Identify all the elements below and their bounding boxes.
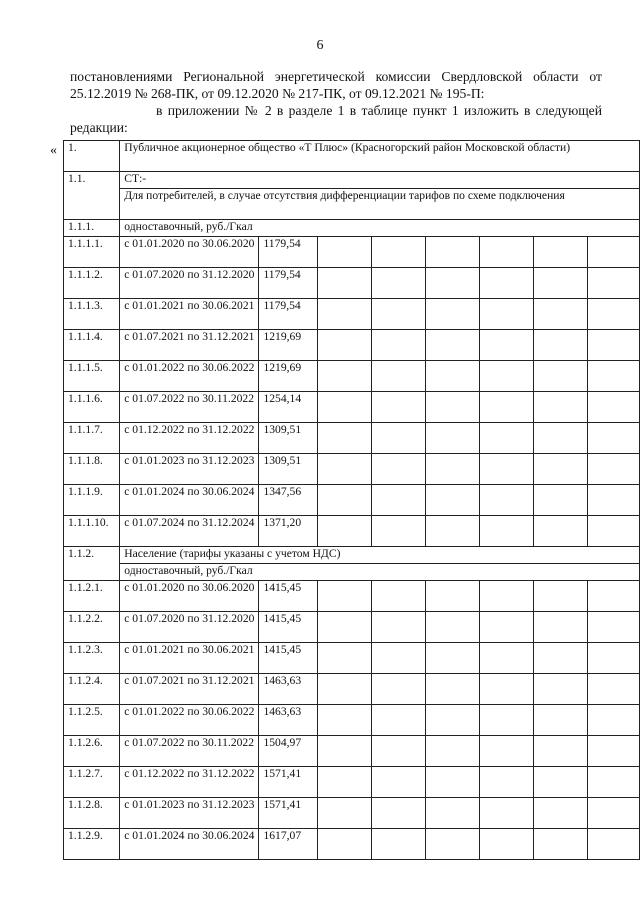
row-number: 1.1.1.7. — [64, 423, 120, 454]
empty-cell — [372, 829, 426, 860]
empty-cell — [480, 643, 534, 674]
table-row-org — [64, 141, 640, 172]
empty-cell — [426, 516, 480, 547]
empty-cell — [317, 268, 371, 299]
tariff-value: 1463,63 — [259, 674, 317, 705]
row-number: 1.1.1. — [64, 220, 120, 237]
empty-cell — [372, 705, 426, 736]
table-row-subsection — [64, 564, 640, 581]
tariff-value: 1219,69 — [259, 330, 317, 361]
empty-cell — [426, 392, 480, 423]
empty-cell — [372, 237, 426, 268]
empty-cell — [317, 330, 371, 361]
empty-cell — [372, 454, 426, 485]
table-row — [64, 705, 640, 736]
row-number: 1.1.1.3. — [64, 299, 120, 330]
empty-cell — [480, 612, 534, 643]
intro-line-2: в приложении № 2 в разделе 1 в таблице пункт 1 изложить в следующей редакции: — [70, 103, 602, 135]
tariff-value: 1617,07 — [259, 829, 317, 860]
section-label: СТ:- — [120, 172, 640, 189]
tariff-period: с 01.07.2021 по 31.12.2021 — [120, 330, 259, 361]
empty-cell — [534, 423, 588, 454]
empty-cell — [588, 392, 640, 423]
row-number: 1.1.1.10. — [64, 516, 120, 547]
tariff-table — [63, 140, 640, 860]
row-number: 1.1.2.9. — [64, 829, 120, 860]
table-row — [64, 454, 640, 485]
empty-cell — [480, 237, 534, 268]
empty-cell — [426, 767, 480, 798]
empty-cell — [534, 705, 588, 736]
row-number: 1.1.1.4. — [64, 330, 120, 361]
row-number: 1.1.1.8. — [64, 454, 120, 485]
tariff-period: с 01.07.2020 по 31.12.2020 — [120, 612, 259, 643]
empty-cell — [534, 330, 588, 361]
empty-cell — [426, 361, 480, 392]
tariff-value: 1309,51 — [259, 454, 317, 485]
empty-cell — [588, 674, 640, 705]
row-number: 1.1. — [64, 172, 120, 220]
empty-cell — [317, 643, 371, 674]
empty-cell — [588, 705, 640, 736]
empty-cell — [317, 237, 371, 268]
empty-cell — [372, 423, 426, 454]
row-number: 1.1.1.9. — [64, 485, 120, 516]
tariff-value: 1571,41 — [259, 798, 317, 829]
empty-cell — [372, 643, 426, 674]
empty-cell — [534, 798, 588, 829]
empty-cell — [372, 392, 426, 423]
subsection-label: одноставочный, руб./Гкал — [120, 220, 640, 237]
table-row — [64, 485, 640, 516]
table-row — [64, 674, 640, 705]
table-row — [64, 516, 640, 547]
subsection-label: одноставочный, руб./Гкал — [120, 564, 640, 581]
section-description: Для потребителей, в случае отсутствия дифференциации тарифов по схеме подключения — [120, 189, 640, 220]
row-number: 1.1.1.6. — [64, 392, 120, 423]
row-number: 1.1.1.1. — [64, 237, 120, 268]
row-number: 1.1.2.6. — [64, 736, 120, 767]
empty-cell — [588, 485, 640, 516]
tariff-value: 1347,56 — [259, 485, 317, 516]
table-row-section — [64, 172, 640, 189]
intro-line-1: постановлениями Региональной энергетической комиссии Свердловской области от 25.12.2019 № 268-ПК, от 09.12.2020 № 217-ПК, от 09.12.2021 № 195-П: — [70, 69, 602, 101]
empty-cell — [372, 612, 426, 643]
empty-cell — [317, 423, 371, 454]
empty-cell — [534, 361, 588, 392]
empty-cell — [426, 612, 480, 643]
table-row — [64, 643, 640, 674]
empty-cell — [426, 581, 480, 612]
empty-cell — [317, 829, 371, 860]
table-row — [64, 237, 640, 268]
empty-cell — [317, 767, 371, 798]
empty-cell — [588, 454, 640, 485]
table-row-subsection — [64, 220, 640, 237]
opening-quote-mark: « — [50, 143, 57, 158]
tariff-period: с 01.12.2022 по 31.12.2022 — [120, 767, 259, 798]
empty-cell — [480, 299, 534, 330]
empty-cell — [426, 643, 480, 674]
table-row — [64, 330, 640, 361]
empty-cell — [372, 767, 426, 798]
tariff-value: 1463,63 — [259, 705, 317, 736]
empty-cell — [426, 798, 480, 829]
empty-cell — [480, 674, 534, 705]
empty-cell — [480, 767, 534, 798]
empty-cell — [534, 516, 588, 547]
table-row — [64, 829, 640, 860]
empty-cell — [534, 736, 588, 767]
tariff-period: с 01.07.2024 по 31.12.2024 — [120, 516, 259, 547]
tariff-value: 1219,69 — [259, 361, 317, 392]
empty-cell — [480, 736, 534, 767]
empty-cell — [317, 392, 371, 423]
tariff-period: с 01.01.2020 по 30.06.2020 — [120, 237, 259, 268]
row-number: 1.1.2.1. — [64, 581, 120, 612]
empty-cell — [534, 767, 588, 798]
empty-cell — [317, 798, 371, 829]
empty-cell — [588, 643, 640, 674]
empty-cell — [534, 643, 588, 674]
tariff-period: с 01.07.2022 по 30.11.2022 — [120, 736, 259, 767]
empty-cell — [317, 361, 371, 392]
empty-cell — [588, 268, 640, 299]
empty-cell — [372, 299, 426, 330]
table-row-section-desc — [64, 189, 640, 220]
empty-cell — [534, 237, 588, 268]
tariff-period: с 01.01.2022 по 30.06.2022 — [120, 361, 259, 392]
empty-cell — [426, 674, 480, 705]
empty-cell — [480, 454, 534, 485]
empty-cell — [588, 829, 640, 860]
empty-cell — [588, 423, 640, 454]
empty-cell — [480, 798, 534, 829]
row-number: 1.1.2.3. — [64, 643, 120, 674]
empty-cell — [534, 268, 588, 299]
empty-cell — [480, 423, 534, 454]
empty-cell — [372, 798, 426, 829]
row-number: 1.1.2.8. — [64, 798, 120, 829]
tariff-value: 1254,14 — [259, 392, 317, 423]
tariff-value: 1504,97 — [259, 736, 317, 767]
empty-cell — [534, 454, 588, 485]
empty-cell — [426, 705, 480, 736]
empty-cell — [317, 454, 371, 485]
empty-cell — [480, 581, 534, 612]
row-number: 1.1.2.2. — [64, 612, 120, 643]
empty-cell — [317, 485, 371, 516]
empty-cell — [426, 299, 480, 330]
empty-cell — [588, 516, 640, 547]
tariff-period: с 01.01.2023 по 31.12.2023 — [120, 454, 259, 485]
tariff-value: 1571,41 — [259, 767, 317, 798]
row-number: 1.1.2.7. — [64, 767, 120, 798]
tariff-period: с 01.01.2022 по 30.06.2022 — [120, 705, 259, 736]
table-row — [64, 767, 640, 798]
tariff-period: с 01.01.2021 по 30.06.2021 — [120, 643, 259, 674]
empty-cell — [426, 454, 480, 485]
empty-cell — [588, 237, 640, 268]
empty-cell — [534, 485, 588, 516]
tariff-period: с 01.01.2023 по 31.12.2023 — [120, 798, 259, 829]
tariff-value: 1179,54 — [259, 268, 317, 299]
tariff-period: с 01.12.2022 по 31.12.2022 — [120, 423, 259, 454]
empty-cell — [588, 581, 640, 612]
empty-cell — [372, 361, 426, 392]
row-number: 1.1.2. — [64, 547, 120, 581]
empty-cell — [317, 612, 371, 643]
empty-cell — [480, 330, 534, 361]
empty-cell — [426, 268, 480, 299]
empty-cell — [317, 299, 371, 330]
empty-cell — [317, 581, 371, 612]
empty-cell — [588, 736, 640, 767]
tariff-value: 1371,20 — [259, 516, 317, 547]
table-row — [64, 612, 640, 643]
empty-cell — [426, 330, 480, 361]
empty-cell — [372, 736, 426, 767]
intro-text — [70, 68, 602, 136]
tariff-value: 1415,45 — [259, 643, 317, 674]
empty-cell — [534, 581, 588, 612]
tariff-period: с 01.07.2021 по 31.12.2021 — [120, 674, 259, 705]
table-row — [64, 798, 640, 829]
empty-cell — [588, 767, 640, 798]
table-row — [64, 392, 640, 423]
empty-cell — [426, 829, 480, 860]
empty-cell — [372, 330, 426, 361]
row-number: 1.1.2.5. — [64, 705, 120, 736]
empty-cell — [426, 423, 480, 454]
table-row-section — [64, 547, 640, 564]
empty-cell — [588, 798, 640, 829]
empty-cell — [534, 612, 588, 643]
tariff-period: с 01.07.2020 по 31.12.2020 — [120, 268, 259, 299]
table-row — [64, 423, 640, 454]
empty-cell — [480, 361, 534, 392]
table-row — [64, 581, 640, 612]
empty-cell — [480, 485, 534, 516]
tariff-period: с 01.01.2020 по 30.06.2020 — [120, 581, 259, 612]
empty-cell — [588, 330, 640, 361]
empty-cell — [317, 705, 371, 736]
empty-cell — [372, 581, 426, 612]
empty-cell — [534, 299, 588, 330]
empty-cell — [317, 674, 371, 705]
tariff-value: 1179,54 — [259, 299, 317, 330]
tariff-value: 1309,51 — [259, 423, 317, 454]
empty-cell — [588, 612, 640, 643]
empty-cell — [588, 299, 640, 330]
table-row — [64, 736, 640, 767]
empty-cell — [588, 361, 640, 392]
tariff-period: с 01.01.2024 по 30.06.2024 — [120, 829, 259, 860]
row-number: 1.1.2.4. — [64, 674, 120, 705]
table-row — [64, 299, 640, 330]
page-number: 6 — [316, 38, 324, 53]
empty-cell — [372, 268, 426, 299]
empty-cell — [317, 516, 371, 547]
tariff-period: с 01.01.2021 по 30.06.2021 — [120, 299, 259, 330]
empty-cell — [426, 736, 480, 767]
tariff-value: 1415,45 — [259, 612, 317, 643]
row-number: 1.1.1.5. — [64, 361, 120, 392]
empty-cell — [480, 268, 534, 299]
row-number: 1. — [64, 141, 120, 172]
empty-cell — [534, 392, 588, 423]
empty-cell — [426, 485, 480, 516]
tariff-period: с 01.07.2022 по 30.11.2022 — [120, 392, 259, 423]
empty-cell — [317, 736, 371, 767]
empty-cell — [534, 829, 588, 860]
organization-name: Публичное акционерное общество «Т Плюс» (Красногорский район Московской области) — [120, 141, 640, 172]
row-number: 1.1.1.2. — [64, 268, 120, 299]
empty-cell — [480, 392, 534, 423]
empty-cell — [426, 237, 480, 268]
empty-cell — [480, 516, 534, 547]
tariff-value: 1179,54 — [259, 237, 317, 268]
section-label: Население (тарифы указаны с учетом НДС) — [120, 547, 640, 564]
empty-cell — [372, 485, 426, 516]
empty-cell — [534, 674, 588, 705]
empty-cell — [372, 516, 426, 547]
empty-cell — [480, 829, 534, 860]
table-row — [64, 268, 640, 299]
tariff-value: 1415,45 — [259, 581, 317, 612]
tariff-period: с 01.01.2024 по 30.06.2024 — [120, 485, 259, 516]
empty-cell — [480, 705, 534, 736]
table-row — [64, 361, 640, 392]
empty-cell — [372, 674, 426, 705]
